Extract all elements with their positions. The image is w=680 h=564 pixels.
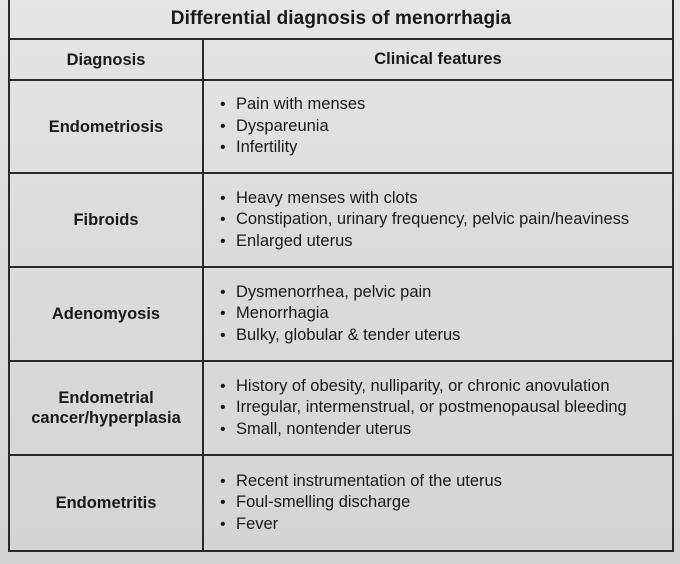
features-list bbox=[220, 376, 627, 441]
diagnosis-cell: Fibroids bbox=[10, 174, 204, 268]
feature-item bbox=[220, 137, 365, 159]
diagnosis-cell: Endometriosis bbox=[10, 81, 204, 174]
features-cell bbox=[204, 81, 672, 174]
feature-item bbox=[220, 514, 502, 536]
features-list bbox=[220, 471, 502, 536]
feature-item bbox=[220, 325, 460, 347]
diagnosis-table bbox=[8, 0, 674, 552]
bullet-icon: • bbox=[220, 211, 226, 229]
features-cell bbox=[204, 268, 672, 362]
feature-text: Irregular, intermenstrual, or postmenopausal bleeding bbox=[236, 398, 627, 417]
bullet-icon: • bbox=[220, 305, 226, 323]
feature-text: Infertility bbox=[236, 138, 298, 157]
feature-item bbox=[220, 471, 502, 493]
feature-item bbox=[220, 397, 627, 419]
feature-item bbox=[220, 231, 629, 253]
diagnosis-cell: Adenomyosis bbox=[10, 268, 204, 362]
feature-item bbox=[220, 94, 365, 116]
table-grid bbox=[10, 40, 672, 550]
feature-text: History of obesity, nulliparity, or chronic anovulation bbox=[236, 376, 610, 395]
bullet-icon: • bbox=[220, 420, 226, 438]
table-title: Differential diagnosis of menorrhagia bbox=[10, 0, 672, 40]
feature-text: Menorrhagia bbox=[236, 304, 329, 323]
bullet-icon: • bbox=[220, 232, 226, 250]
feature-text: Pain with menses bbox=[236, 95, 366, 114]
feature-item bbox=[220, 188, 629, 210]
features-cell bbox=[204, 362, 672, 456]
bullet-icon: • bbox=[220, 494, 226, 512]
feature-item bbox=[220, 282, 460, 304]
feature-text: Dyspareunia bbox=[236, 116, 329, 135]
bullet-icon: • bbox=[220, 283, 226, 301]
feature-text: Enlarged uterus bbox=[236, 231, 353, 250]
header-diagnosis: Diagnosis bbox=[10, 40, 204, 81]
feature-text: Small, nontender uterus bbox=[236, 419, 412, 438]
diagnosis-cell: Endometrial cancer/hyperplasia bbox=[10, 362, 204, 456]
features-cell bbox=[204, 174, 672, 268]
feature-text: Fever bbox=[236, 514, 279, 533]
bullet-icon: • bbox=[220, 472, 226, 490]
feature-text: Recent instrumentation of the uterus bbox=[236, 471, 502, 490]
features-cell bbox=[204, 456, 672, 550]
feature-text: Dysmenorrhea, pelvic pain bbox=[236, 282, 432, 301]
feature-text: Foul-smelling discharge bbox=[236, 493, 411, 512]
bullet-icon: • bbox=[220, 399, 226, 417]
feature-item bbox=[220, 376, 627, 398]
bullet-icon: • bbox=[220, 377, 226, 395]
feature-text: Bulky, globular & tender uterus bbox=[236, 325, 461, 344]
feature-text: Constipation, urinary frequency, pelvic pain/heaviness bbox=[236, 210, 630, 229]
feature-item bbox=[220, 209, 629, 231]
bullet-icon: • bbox=[220, 117, 226, 135]
diagnosis-cell: Endometritis bbox=[10, 456, 204, 550]
feature-item bbox=[220, 492, 502, 514]
header-clinical-features: Clinical features bbox=[204, 40, 672, 81]
feature-item bbox=[220, 419, 627, 441]
bullet-icon: • bbox=[220, 139, 226, 157]
feature-item bbox=[220, 303, 460, 325]
bullet-icon: • bbox=[220, 326, 226, 344]
bullet-icon: • bbox=[220, 96, 226, 114]
bullet-icon: • bbox=[220, 189, 226, 207]
features-list bbox=[220, 188, 629, 253]
feature-text: Heavy menses with clots bbox=[236, 188, 418, 207]
features-list bbox=[220, 94, 365, 159]
features-list bbox=[220, 282, 460, 347]
bullet-icon: • bbox=[220, 515, 226, 533]
feature-item bbox=[220, 116, 365, 138]
